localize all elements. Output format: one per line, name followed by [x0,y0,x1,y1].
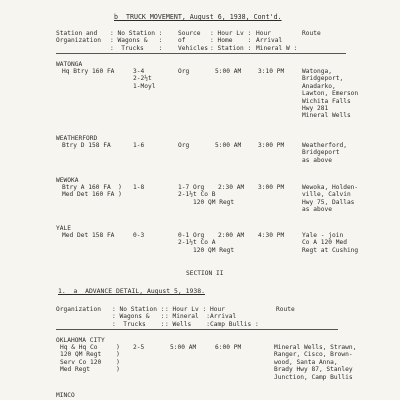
t2-header-organization: Organization [56,306,101,313]
t2-header-rule [56,329,338,330]
section-subheading: 1. a ADVANCE DETAIL, August 5, 1938. [58,287,205,295]
section-title: SECTION II [186,270,224,277]
t1-row-org: Hq Btry 160 FA [62,68,115,75]
page-heading: b TRUCK MOVEMENT, August 6, 1938, Cont'd. [114,13,282,21]
t1-header-wagons: : No Station : : Wagons & : : Trucks : [110,30,163,52]
t1-row-station: WATONGA [56,61,83,68]
t1-row-source: 0-1 Org 2-1½t Co A 120 QM Regt [178,232,235,254]
t1-header-station: Station and Organization [56,30,101,45]
t1-row-route: Watonga, Bridgeport, Anadarko, Lawton, Emerson Wichita Falls Hwy 281 Mineral Wells [302,68,359,120]
t1-row-station: WEWOKA [56,177,79,184]
t2-row-station: MINCO [56,392,75,399]
t1-row-wagons: 1-6 [133,142,145,149]
t1-row-org: Btry A 160 FA ) Med Det 160 FA ) [62,184,122,199]
t1-row-arrive: 3:10 PM [258,68,285,75]
t2-row-wagons: 2-5 [133,344,145,351]
t2-header-wagons: : No Station : : Wagons & : : Trucks : [112,306,165,328]
t1-row-arrive: 3:00 PM [258,142,285,149]
t1-row-arrive: 3:00 PM [258,184,285,191]
t2-row-org: Hq & Hq Co ) 120 QM Regt ) Serv Co 120 ) Med Regt ) [60,344,120,374]
t1-row-source: Org [178,68,190,75]
t1-row-route: Weatherford, Bridgeport as above [302,142,347,164]
t1-row-leave: 2:00 AM [218,232,245,239]
t2-header-route: Route [276,306,295,313]
t2-header-hour-leave: : Hour Lv : : Mineral : : Wells : [165,306,210,328]
t1-row-source: 1-7 Org 2-1½t Co B 120 QM Regt [178,184,235,206]
t2-header-hour-arrival: Hour Arrival Camp Bullis : [210,306,259,328]
t2-row-arrive: 6:00 PM [215,344,242,351]
t1-row-station: WEATHERFORD [56,135,98,142]
t2-row-station: OKLAHOMA CITY [56,337,105,344]
t1-row-route: Yale - join Co A 120 Med Regt at Cushing [302,232,359,254]
t1-row-wagons: 1-8 [133,184,145,191]
t1-row-wagons: 0-3 [133,232,145,239]
t1-row-leave: 5:00 AM [215,142,242,149]
t1-header-hour-arrival: Hour Arrival Mineral W : [256,30,298,52]
t1-header-route: Route [302,30,321,37]
t1-row-wagons: 3-4 2-2½t 1-Moyl [133,68,156,90]
t2-row-leave: 5:00 AM [170,344,197,351]
t1-row-org: Btry D 158 FA [62,142,111,149]
t1-row-station: YALE [56,225,71,232]
t1-header-source: Source of Vehicles [178,30,208,52]
t1-header-rule [56,53,346,54]
t1-header-hour-leave: : Hour Lv : : Home : : Station : [210,30,252,52]
t1-row-arrive: 4:30 PM [258,232,285,239]
t1-row-route: Wewoka, Holden- ville, Calvin Hwy 75, Dallas as above [302,184,359,214]
t1-row-leave: 5:00 AM [215,68,242,75]
t1-row-leave: 2:30 AM [218,184,245,191]
t2-row-route: Mineral Wells, Strawn, Ranger, Cisco, Brown- wood, Santa Anna, Brady Hwy 87, Stanley Junction, Camp Bullis [274,344,357,381]
t1-row-org: Med Det 158 FA [62,232,115,239]
t1-row-source: Org [178,142,190,149]
